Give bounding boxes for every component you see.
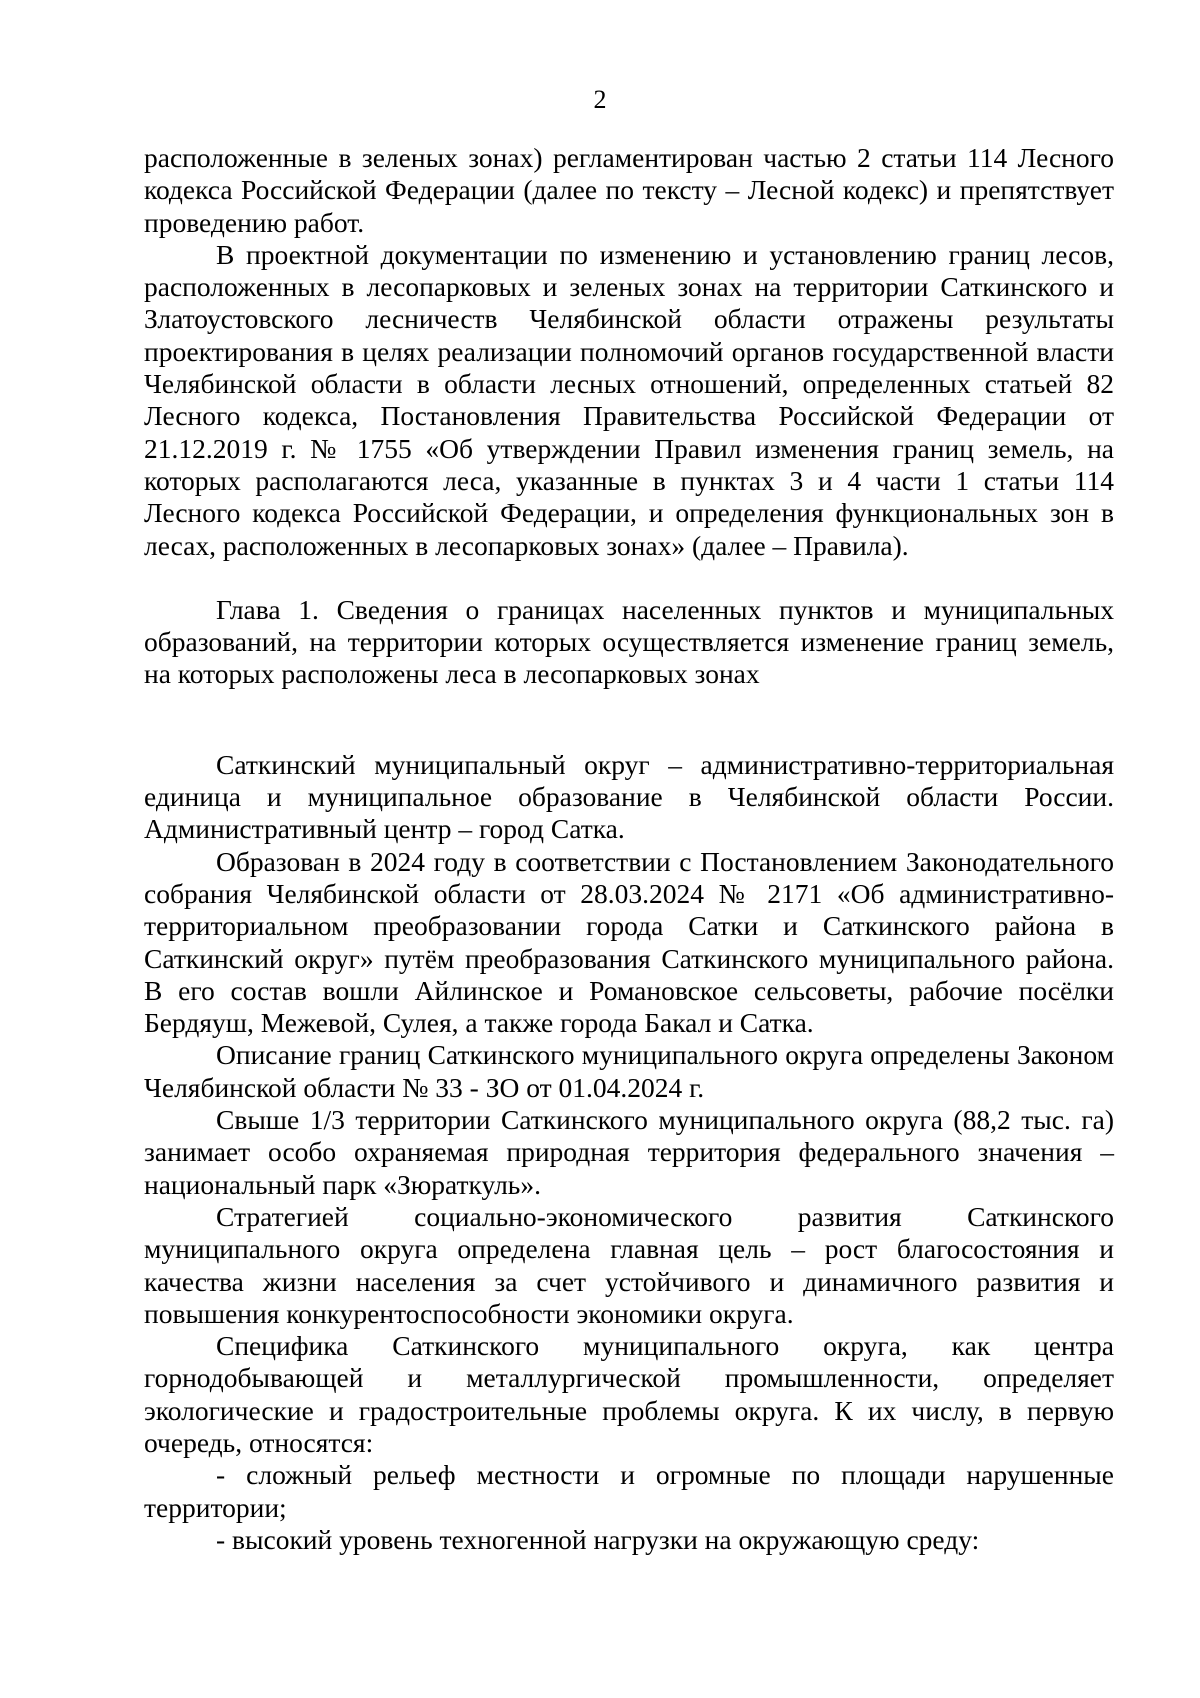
list-item-relief: - сложный рельеф местности и огромные по площади нарушенные территории; bbox=[144, 1459, 1114, 1523]
document-body bbox=[144, 142, 1114, 1556]
chapter-heading: Глава 1. Сведения о границах населенных пунктов и муниципальных образований, на территории которых осуществляется изменение границ земель, на которых расположены леса в лесопарковых зонах bbox=[144, 593, 1114, 690]
paragraph-formation: Образован в 2024 году в соответствии с Постановлением Законодательного собрания Челябинской области от 28.03.2024 № 2171 «Об административно-территориальном преобразовании города Сатки и Саткинского района в Саткинский округ» путём преобразования Саткинского муниципального района. В его состав вошли Айлинское и Романовское сельсоветы, рабочие посёлки Бердяуш, Межевой, Сулея, а также города Бакал и Сатка. bbox=[144, 845, 1114, 1039]
paragraph-continuation: расположенные в зеленых зонах) регламентирован частью 2 статьи 114 Лесного кодекса Российской Федерации (далее по тексту – Лесной кодекс) и препятствует проведению работ. bbox=[144, 142, 1114, 238]
paragraph-specifics: Специфика Саткинского муниципального округа, как центра горнодобывающей и металлургической промышленности, определяет экологические и градостроительные проблемы округа. К их числу, в первую очередь, относятся: bbox=[144, 1330, 1114, 1458]
paragraph-strategy: Стратегией социально-экономического развития Саткинского муниципального округа определена главная цель – рост благосостояния и качества жизни населения за счет устойчивого и динамичного развития и повышения конкурентоспособности экономики округа. bbox=[144, 1200, 1114, 1329]
page-number: 2 bbox=[593, 85, 607, 114]
paragraph-national-park: Свыше 1/3 территории Саткинского муниципального округа (88,2 тыс. га) занимает особо охраняемая природная территория федерального значения – национальный парк «Зюраткуль». bbox=[144, 1104, 1114, 1200]
paragraph-project-documentation: В проектной документации по изменению и установлению границ лесов, расположенных в лесопарковых и зеленых зонах на территории Саткинского и Златоустовского лесничеств Челябинской области отражены результаты проектирования в целях реализации полномочий органов государственной власти Челябинской области в области лесных отношений, определенных статьей 82 Лесного кодекса, Постановления Правительства Российской Федерации от 21.12.2019 г. № 1755 «Об утверждении Правил изменения границ земель, на которых располагаются леса, указанные в пунктах 3 и 4 части 1 статьи 114 Лесного кодекса Российской Федерации, и определения функциональных зон в лесах, расположенных в лесопарковых зонах» (далее – Правила). bbox=[144, 238, 1114, 561]
paragraph-satka-district: Саткинский муниципальный округ – административно-территориальная единица и муниципальное образование в Челябинской области России. Административный центр – город Сатка. bbox=[144, 748, 1114, 845]
list-item-technogenic-load: - высокий уровень техногенной нагрузки на окружающую среду: bbox=[216, 1523, 980, 1555]
paragraph-boundaries: Описание границ Саткинского муниципального округа определены Законом Челябинской области № 33 - ЗО от 01.04.2024 г. bbox=[144, 1039, 1114, 1103]
